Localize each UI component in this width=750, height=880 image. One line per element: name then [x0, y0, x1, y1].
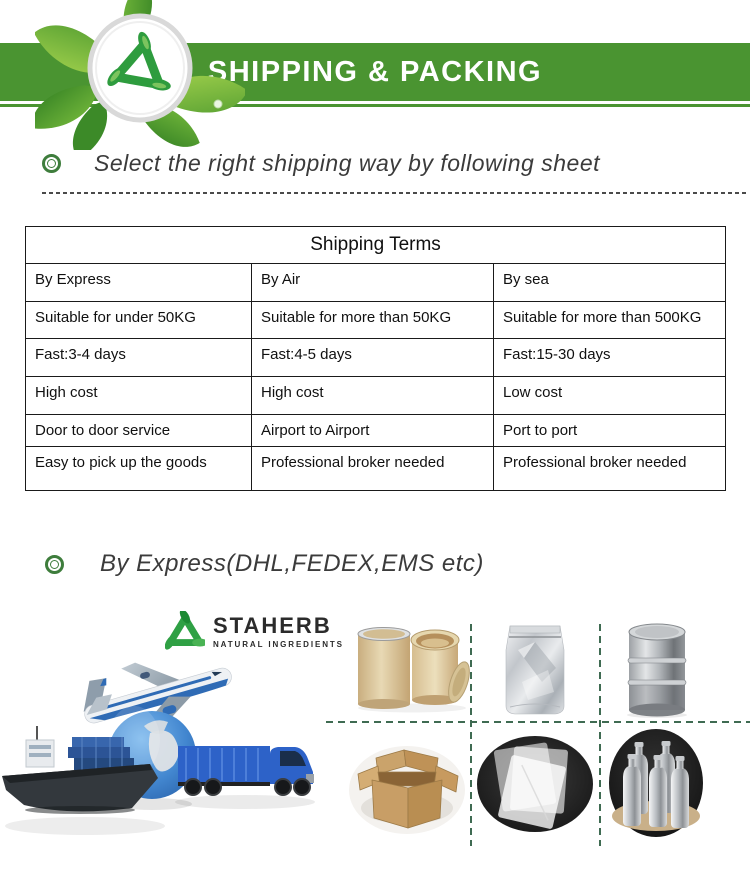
banner-title: SHIPPING & PACKING: [207, 56, 543, 88]
table-cell: Suitable for more than 50KG: [252, 302, 494, 339]
aluminum-foil-bag-image: [498, 620, 572, 720]
ship-shadow: [5, 817, 165, 835]
grid-divider-horizontal: [326, 721, 750, 723]
table-cell: Professional broker needed: [494, 447, 726, 491]
table-row: [26, 264, 726, 302]
dotted-separator: [42, 192, 748, 194]
section-heading-express: [45, 550, 484, 578]
table-row: [26, 339, 726, 377]
aluminum-bottles-image: [606, 728, 706, 842]
shipping-terms-table: [25, 226, 726, 491]
table-row: [26, 377, 726, 415]
table-row: [26, 415, 726, 447]
table-cell: By Express: [26, 264, 252, 302]
table-cell: By Air: [252, 264, 494, 302]
table-cell: By sea: [494, 264, 726, 302]
table-cell: Fast:3-4 days: [26, 339, 252, 377]
table-cell: Port to port: [494, 415, 726, 447]
table-row: [26, 447, 726, 491]
table-caption-row: [26, 227, 726, 264]
table-cell: Professional broker needed: [252, 447, 494, 491]
table-cell: Suitable for under 50KG: [26, 302, 252, 339]
table-cell: High cost: [26, 377, 252, 415]
steel-drum-image: [624, 620, 690, 718]
brand-logo: [165, 611, 344, 655]
section-bullet-icon: [42, 154, 61, 173]
carton-box-image: [346, 732, 468, 838]
plastic-bags-image: [474, 734, 596, 838]
table-cell: High cost: [252, 377, 494, 415]
container-truck-icon: [178, 746, 314, 795]
table-cell: Easy to pick up the goods: [26, 447, 252, 491]
brand-logo-icon: [165, 611, 205, 655]
table-cell: Airport to Airport: [252, 415, 494, 447]
table-cell: Door to door service: [26, 415, 252, 447]
table-cell: Low cost: [494, 377, 726, 415]
table-caption: Shipping Terms: [26, 227, 726, 264]
brand-name: STAHERB: [213, 613, 332, 638]
section-bullet-icon: [45, 555, 64, 574]
fiber-drums-image: [352, 610, 472, 714]
truck-shadow: [175, 795, 315, 809]
shipping-way-heading: Select the right shipping way by following sheet: [94, 150, 601, 176]
brand-tagline: NATURAL INGREDIENTS: [213, 640, 344, 649]
grid-divider-vertical: [599, 624, 601, 846]
brand-leaf-emblem-icon: [35, 0, 245, 150]
table-row: [26, 302, 726, 339]
table-cell: Suitable for more than 500KG: [494, 302, 726, 339]
table-cell: Fast:15-30 days: [494, 339, 726, 377]
table-cell: Fast:4-5 days: [252, 339, 494, 377]
section-heading-shipping-way: [42, 150, 600, 177]
express-heading: By Express(DHL,FEDEX,EMS etc): [100, 550, 484, 577]
